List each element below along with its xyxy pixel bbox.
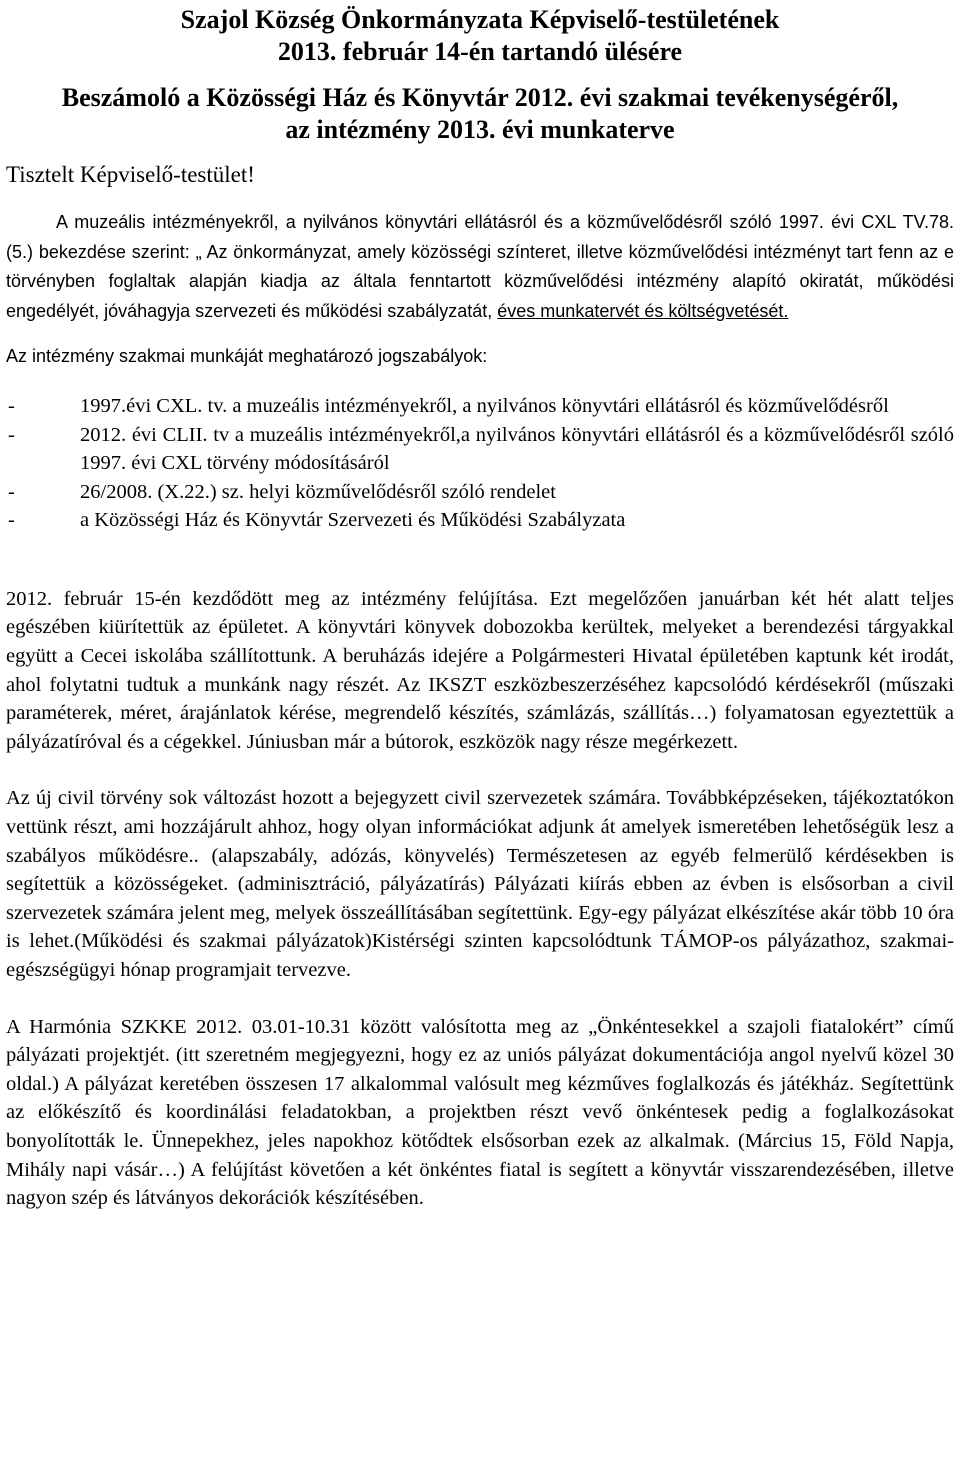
list-dash: - [8,509,15,532]
laws-list-item [6,506,954,535]
title-line-1: Szajol Község Önkormányzata Képviselő-testületének [180,5,780,34]
law-text: a Közösségi Ház és Könyvtár Szervezeti és Működési Szabályzata [80,509,626,532]
laws-heading: Az intézmény szakmai munkáját meghatározó jogszabályok: [6,346,488,367]
salutation: Tisztelt Képviselő-testület! [6,162,255,187]
document-page [6,0,954,1213]
paragraph-harmonia-project: A Harmónia SZKKE 2012. 03.01-10.31 között valósította meg az „Önkéntesekkel a szajoli fiatalokért” című pályázati projektjét. (itt szeretném megjegyezni, hogy ez az uniós pályázat dokumentációja angol nyelvű közel 30 oldal.) A pályázat keretében összesen 17 alkalommal valósult meg kézműves foglalkozás és játékház. Segítettünk az előkészítő és koordinálási feladatokban, a projektben részt vevő önkéntesek pedig a foglalkozásokat bonyolították le. Ünnepekhez, jeles napokhoz kötődtek elsősorban ezek az alkalmak. (Március 15, Föld Napja, Mihály napi vásár…) A felújítást követően a két önkéntes fiatal is segített a könyvtár visszarendezésében, illetve nagyon szép és látványos dekorációk készítésében. [6,1015,954,1210]
laws-list-item [6,421,954,478]
law-text: 26/2008. (X.22.) sz. helyi közművelődésről szóló rendelet [80,480,556,503]
law-intro-paragraph [6,208,954,326]
laws-list [6,392,954,535]
paragraph-renovation: 2012. február 15-én kezdődött meg az intézmény felújítása. Ezt megelőzően januárban két hét alatt teljes egészében kiürítettük az épületet. A könyvtári könyvek dobozokba kerültek, melyeket a berendezési tárgyakkal együtt a Cecei iskolába szállítottunk. A beruházás idejére a Polgármesteri Hivatal épületében kaptunk két irodát, ahol folytatni tudtuk a munkánk nagy részét. Az IKSZT eszközbeszerzéséhez kapcsolódó kérdésekről (műszaki paraméterek, méret, árajánlatok kérése, megrendelő készítés, számlázás, szállítás…) folyamatosan egyeztettük a pályázatíróval és a cégekkel. Júniusban már a bútorok, eszközök nagy része megérkezett. [6,587,954,753]
law-intro-text: A muzeális intézményekről, a nyilvános könyvtári ellátásról és a közművelődésről szóló 1997. évi CXL TV.78. (5.) bekezdése szerint: „ Az önkormányzat, amely közösségi színteret, illetve közművelődési intézményt tart fenn az e törvényben foglaltak alapján kiadja az általa fenntartott közművelődési intézmény alapító okiratát, működési engedélyét, jóváhagyja szervezeti és működési szabályzatát, [6,212,954,321]
law-text: 2012. évi CLII. tv a muzeális intézményekről,a nyilvános könyvtári ellátásról és a közművelődésről szóló 1997. évi CXL törvény módosításáról [80,423,954,475]
law-intro-underlined-text: éves munkatervét és költségvetését. [497,300,789,321]
laws-list-item [6,478,954,507]
document-subtitle [6,82,954,146]
document-title [6,4,954,68]
list-dash: - [8,480,15,503]
paragraph-civil-law: Az új civil törvény sok változást hozott a bejegyzett civil szervezetek számára. Továbbképzéseken, tájékoztatókon vettünk részt, ami hozzájárult ahhoz, hogy olyan információkat adjunk át amelyek ismeretében lehetőségük lesz a szabályos működésre.. (alapszabály, adózás, könyvelés) Természetesen az egyéb felmerülő kérdésekben is segítettük a közösségeket. (adminisztráció, pályázatírás) Pályázati kiírás ebben az évben is elsősorban a civil szervezetek számára jelent meg, melyek összeállításában segítettünk. Egy-egy pályázat elkészítése akár több 10 óra is lehet.(Működési és szakmai pályázatok)Kistérségi szinten kapcsolódtunk TÁMOP-os pályázathoz, szakmai- egészségügyi hónap programjait tervezve. [6,787,954,981]
list-dash: - [8,423,15,446]
subtitle-line-2: az intézmény 2013. évi munkaterve [285,115,675,144]
laws-list-item [6,392,954,421]
list-dash: - [8,395,15,418]
subtitle-line-1: Beszámoló a Közösségi Ház és Könyvtár 2012. évi szakmai tevékenységéről, [61,83,899,112]
title-line-2: 2013. február 14-én tartandó ülésére [277,37,683,66]
law-text: 1997.évi CXL. tv. a muzeális intézményekről, a nyilvános könyvtári ellátásról és közművelődésről [80,395,889,418]
